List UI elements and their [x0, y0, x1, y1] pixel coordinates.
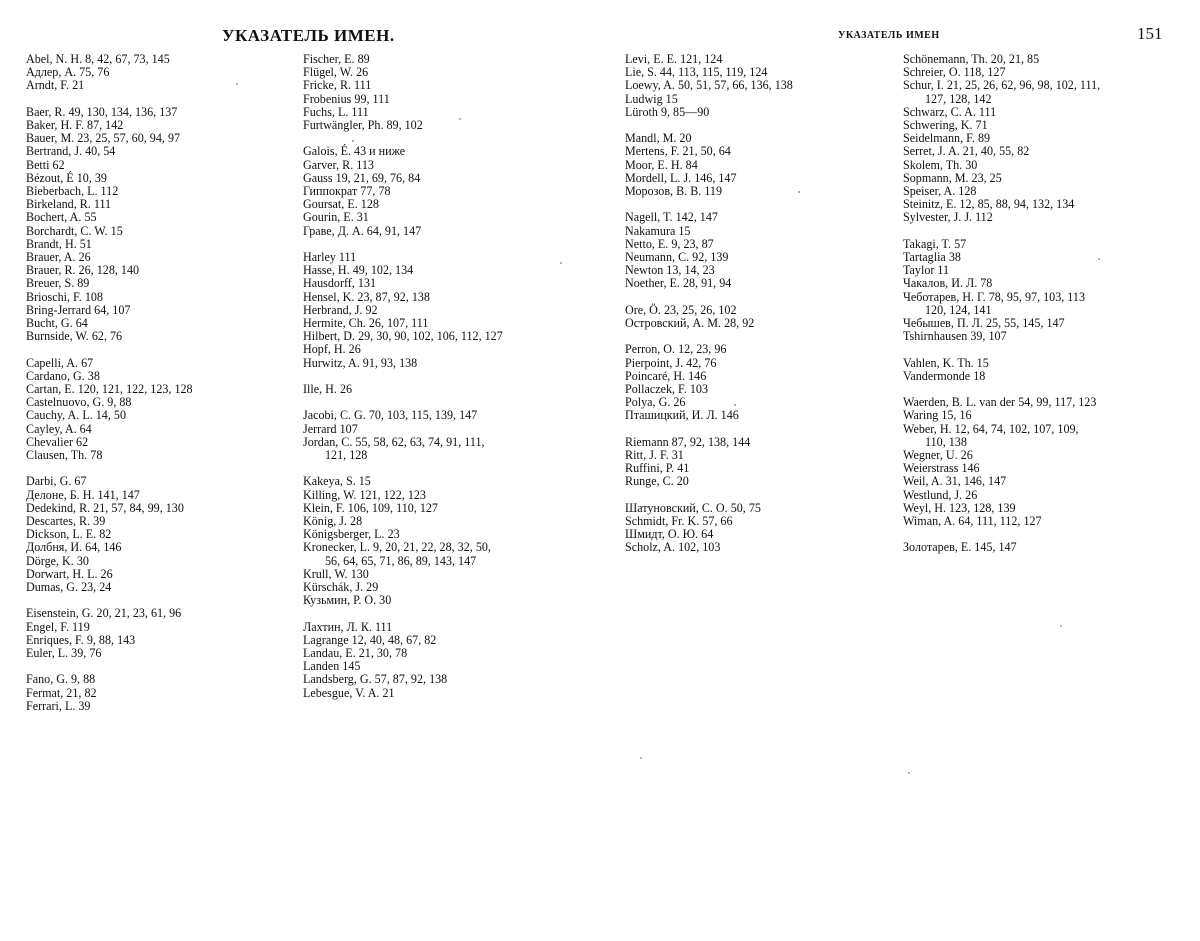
index-entry: Engel, F. 119 — [26, 619, 90, 634]
index-entry: Tshirnhausen 39, 107 — [903, 329, 1007, 344]
index-entry: Чакалов, И. Л. 78 — [903, 276, 993, 291]
index-entry: Mandl, M. 20 — [625, 131, 692, 146]
scan-speck — [1098, 258, 1100, 260]
index-entry: Arndt, F. 21 — [26, 78, 85, 93]
index-entry: 56, 64, 65, 71, 86, 89, 143, 147 — [325, 553, 477, 568]
index-entry: Ore, Ö. 23, 25, 26, 102 — [625, 302, 737, 317]
scan-speck — [798, 191, 800, 193]
index-entry: Кузьмин, Р. О. 30 — [303, 593, 392, 608]
index-entry: Cayley, A. 64 — [26, 421, 92, 436]
index-entry: Flügel, W. 26 — [303, 65, 369, 80]
index-entry: Cartan, E. 120, 121, 122, 123, 128 — [26, 382, 193, 397]
index-entry: Dedekind, R. 21, 57, 84, 99, 130 — [26, 500, 184, 515]
index-entry: Lüroth 9, 85—90 — [625, 104, 710, 119]
index-entry: Darbi, G. 67 — [26, 474, 87, 489]
index-entry: Burnside, W. 62, 76 — [26, 329, 123, 344]
index-entry: Galois, É. 43 и ниже — [303, 144, 406, 159]
index-entry: Jordan, C. 55, 58, 62, 63, 74, 91, 111, — [303, 434, 485, 449]
index-entry: Taylor 11 — [903, 263, 950, 278]
index-entry: Kakeya, S. 15 — [303, 474, 371, 489]
index-entry: Enriques, F. 9, 88, 143 — [26, 632, 136, 647]
index-entry: Furtwängler, Ph. 89, 102 — [303, 118, 423, 133]
index-entry: Herbrand, J. 92 — [303, 302, 378, 317]
scan-speck — [640, 757, 642, 759]
index-entry: Harley 111 — [303, 250, 357, 265]
index-entry: Bertrand, J. 40, 54 — [26, 144, 116, 159]
index-entry: Riemann 87, 92, 138, 144 — [625, 434, 751, 449]
index-entry: Bring-Jerrard 64, 107 — [26, 302, 131, 317]
index-entry: Bézout, É 10, 39 — [26, 170, 107, 185]
index-entry: Skolem, Th. 30 — [903, 157, 978, 172]
page-number: 151 — [1137, 24, 1163, 43]
index-entry: Loewy, A. 50, 51, 57, 66, 136, 138 — [625, 78, 793, 93]
index-entry: Dorwart, H. L. 26 — [26, 566, 113, 581]
index-entry: Schreier, O. 118, 127 — [903, 65, 1006, 80]
scan-speck — [734, 404, 736, 406]
index-entry: Островский, А. М. 28, 92 — [625, 316, 755, 331]
index-entry: Scholz, A. 102, 103 — [625, 540, 721, 555]
index-entry: Fano, G. 9, 88 — [26, 672, 96, 687]
index-entry: Гиппократ 77, 78 — [303, 184, 391, 199]
section-gap — [26, 343, 281, 356]
index-entry: Граве, Д. А. 64, 91, 147 — [303, 223, 422, 238]
index-entry: Dörge, K. 30 — [26, 553, 89, 568]
index-entry: Waerden, B. L. van der 54, 99, 117, 123 — [903, 395, 1097, 410]
index-entry: Brauer, R. 26, 128, 140 — [26, 263, 140, 278]
section-gap — [26, 93, 281, 106]
index-entry: Castelnuovo, G. 9, 88 — [26, 395, 132, 410]
index-entry: Lebesgue, V. A. 21 — [303, 685, 395, 700]
index-entry: Seidelmann, F. 89 — [903, 131, 991, 146]
index-entry: Moor, E. H. 84 — [625, 157, 698, 172]
index-entry: Brauer, A. 26 — [26, 250, 91, 265]
index-entry: Brioschi, F. 108 — [26, 289, 103, 304]
index-entry: Speiser, A. 128 — [903, 184, 977, 199]
section-gap — [625, 489, 880, 502]
index-entry: Dumas, G. 23, 24 — [26, 580, 112, 595]
index-entry: Gourin, E. 31 — [303, 210, 369, 225]
index-entry: Ritt, J. F. 31 — [625, 448, 684, 463]
index-entry: Schönemann, Th. 20, 21, 85 — [903, 52, 1040, 66]
index-entry: Морозов, В. В. 119 — [625, 184, 723, 199]
index-entry: Hopf, H. 26 — [303, 342, 361, 357]
index-entry: Nagell, T. 142, 147 — [625, 210, 718, 225]
index-entry: Ferrari, L. 39 — [26, 698, 91, 713]
index-entry: Ruffini, P. 41 — [625, 461, 690, 476]
index-title-right: УКАЗАТЕЛЬ ИМЕН — [838, 30, 940, 41]
index-entry: 110, 138 — [925, 434, 967, 449]
index-entry: Eisenstein, G. 20, 21, 23, 61, 96 — [26, 606, 182, 621]
index-entry: Hasse, H. 49, 102, 134 — [303, 263, 414, 278]
index-entry: Fricke, R. 111 — [303, 78, 372, 93]
index-entry: Betti 62 — [26, 157, 65, 172]
index-entry: Золотарев, Е. 145, 147 — [903, 540, 1017, 555]
index-entry: Лахтин, Л. К. 111 — [303, 619, 393, 634]
index-title-left: УКАЗАТЕЛЬ ИМЕН. — [222, 26, 395, 45]
index-entry: Westlund, J. 26 — [903, 487, 978, 502]
index-entry: Hausdorff, 131 — [303, 276, 376, 291]
index-entry: Goursat, E. 128 — [303, 197, 379, 212]
index-entry: Pollaczek, F. 103 — [625, 382, 709, 397]
index-entry: Krull, W. 130 — [303, 566, 369, 581]
index-entry: Levi, E. E. 121, 124 — [625, 52, 723, 66]
index-entry: Fermat, 21, 82 — [26, 685, 97, 700]
scan-speck — [560, 262, 562, 264]
index-entry: Lie, S. 44, 113, 115, 119, 124 — [625, 65, 768, 80]
scan-speck — [459, 118, 461, 120]
index-entry: Abel, N. H. 8, 42, 67, 73, 145 — [26, 52, 170, 66]
index-entry: Landau, E. 21, 30, 78 — [303, 646, 408, 661]
index-entry: Newton 13, 14, 23 — [625, 263, 715, 278]
index-entry: Serret, J. A. 21, 40, 55, 82 — [903, 144, 1030, 159]
index-entry: Breuer, S. 89 — [26, 276, 90, 291]
index-entry: Nakamura 15 — [625, 223, 691, 238]
index-entry: 127, 128, 142 — [925, 91, 992, 106]
index-entry: Пташицкий, И. Л. 146 — [625, 408, 739, 423]
scan-speck — [1060, 625, 1062, 627]
index-entry: Адлер, А. 75, 76 — [26, 65, 110, 80]
index-entry: Landen 145 — [303, 659, 361, 674]
index-entry: Bucht, G. 64 — [26, 316, 88, 331]
index-entry: 121, 128 — [325, 448, 368, 463]
index-entry: 120, 124, 141 — [925, 302, 992, 317]
index-entry: Weyl, H. 123, 128, 139 — [903, 500, 1016, 515]
index-entry: Kürschák, J. 29 — [303, 580, 379, 595]
index-entry: Capelli, A. 67 — [26, 355, 94, 370]
index-entry: Sopmann, M. 23, 25 — [903, 170, 1002, 185]
index-entry: Jerrard 107 — [303, 421, 358, 436]
index-entry: Cardano, G. 38 — [26, 368, 100, 383]
index-entry: Wiman, A. 64, 111, 112, 127 — [903, 514, 1042, 529]
index-entry: Runge, C. 20 — [625, 474, 689, 489]
index-entry: Waring 15, 16 — [903, 408, 972, 423]
index-entry: Kronecker, L. 9, 20, 21, 22, 28, 32, 50, — [303, 540, 491, 555]
index-entry: Baker, H. F. 87, 142 — [26, 118, 124, 132]
index-entry: Poincaré, H. 146 — [625, 368, 707, 383]
index-entry: Birkeland, R. 111 — [26, 197, 112, 212]
section-gap — [625, 291, 880, 304]
index-entry: Schmidt, Fr. K. 57, 66 — [625, 514, 733, 529]
index-entry: Ludwig 15 — [625, 91, 678, 106]
scan-speck — [352, 140, 354, 142]
index-entry: Jacobi, C. G. 70, 103, 115, 139, 147 — [303, 408, 478, 423]
index-column-3 — [625, 53, 880, 555]
section-gap — [303, 607, 603, 620]
index-entry: Hermite, Ch. 26, 107, 111 — [303, 316, 429, 331]
index-entry: Klein, F. 106, 109, 110, 127 — [303, 500, 438, 515]
section-gap — [903, 225, 1193, 238]
index-entry: Шатуновский, С. О. 50, 75 — [625, 500, 761, 515]
index-entry: Fischer, E. 89 — [303, 52, 370, 66]
index-entry: Weierstrass 146 — [903, 461, 980, 476]
index-entry: Lagrange 12, 40, 48, 67, 82 — [303, 632, 437, 647]
index-entry: Brandt, H. 51 — [26, 236, 92, 251]
index-entry: Hensel, K. 23, 87, 92, 138 — [303, 289, 430, 304]
index-entry: Hilbert, D. 29, 30, 90, 102, 106, 112, 127 — [303, 329, 503, 344]
index-entry: Descartes, R. 39 — [26, 514, 106, 529]
index-entry: Schur, I. 21, 25, 26, 62, 96, 98, 102, 111, — [903, 78, 1101, 93]
index-entry: Landsberg, G. 57, 87, 92, 138 — [303, 672, 448, 687]
index-entry: Wegner, U. 26 — [903, 448, 973, 463]
index-entry: Dickson, L. E. 82 — [26, 527, 112, 542]
index-entry: Pierpoint, J. 42, 76 — [625, 355, 717, 370]
index-entry: Euler, L. 39, 76 — [26, 646, 102, 661]
index-entry: Sylvester, J. J. 112 — [903, 210, 993, 225]
index-entry: Polya, G. 26 — [625, 395, 686, 410]
index-entry: Clausen, Th. 78 — [26, 448, 103, 463]
index-entry: Bauer, M. 23, 25, 57, 60, 94, 97 — [26, 131, 181, 146]
index-entry: Ille, H. 26 — [303, 382, 353, 397]
index-column-4 — [903, 53, 1193, 555]
index-entry: Чебышев, П. Л. 25, 55, 145, 147 — [903, 316, 1065, 331]
index-entry: Schwering, K. 71 — [903, 118, 988, 133]
section-gap — [903, 343, 1193, 356]
index-entry: Königsberger, L. 23 — [303, 527, 400, 542]
index-entry: Netto, E. 9, 23, 87 — [625, 236, 714, 251]
index-entry: Mertens, F. 21, 50, 64 — [625, 144, 731, 159]
section-gap — [625, 423, 880, 436]
index-entry: Schwarz, C. A. 111 — [903, 104, 997, 119]
scan-speck — [236, 83, 238, 85]
index-entry: Killing, W. 121, 122, 123 — [303, 487, 426, 502]
index-entry: Garver, R. 113 — [303, 157, 374, 172]
index-entry: Делоне, Б. Н. 141, 147 — [26, 487, 140, 502]
index-entry: Frobenius 99, 111 — [303, 91, 390, 106]
index-entry: Fuchs, L. 111 — [303, 104, 369, 119]
index-column-1 — [26, 53, 281, 713]
index-entry: Tartaglia 38 — [903, 250, 961, 265]
index-entry: Долбня, И. 64, 146 — [26, 540, 122, 555]
index-entry: Takagi, T. 57 — [903, 236, 967, 251]
index-entry: Cauchy, A. L. 14, 50 — [26, 408, 126, 423]
index-entry: Gauss 19, 21, 69, 76, 84 — [303, 170, 421, 185]
index-entry: Шмидт, О. Ю. 64 — [625, 527, 714, 542]
index-entry: Bochert, A. 55 — [26, 210, 97, 225]
index-entry: Weil, A. 31, 146, 147 — [903, 474, 1007, 489]
index-entry: Perron, O. 12, 23, 96 — [625, 342, 727, 357]
index-entry: Mordell, L. J. 146, 147 — [625, 170, 737, 185]
index-entry: Steinitz, E. 12, 85, 88, 94, 132, 134 — [903, 197, 1075, 212]
index-entry: Чеботарев, Н. Г. 78, 95, 97, 103, 113 — [903, 289, 1085, 304]
index-column-2 — [303, 53, 603, 700]
index-entry: Bieberbach, L. 112 — [26, 184, 119, 199]
index-entry: Neumann, C. 92, 139 — [625, 250, 729, 265]
index-entry: Hurwitz, A. 91, 93, 138 — [303, 355, 418, 370]
index-entry: Vandermonde 18 — [903, 368, 986, 383]
index-entry: Chevalier 62 — [26, 434, 89, 449]
index-entry: Borchardt, C. W. 15 — [26, 223, 123, 238]
scan-speck — [908, 772, 910, 774]
index-entry: Weber, H. 12, 64, 74, 102, 107, 109, — [903, 421, 1079, 436]
index-entry: Vahlen, K. Th. 15 — [903, 355, 989, 370]
index-entry: Baer, R. 49, 130, 134, 136, 137 — [26, 104, 178, 119]
index-entry: Noether, E. 28, 91, 94 — [625, 276, 732, 291]
index-entry: König, J. 28 — [303, 514, 363, 529]
